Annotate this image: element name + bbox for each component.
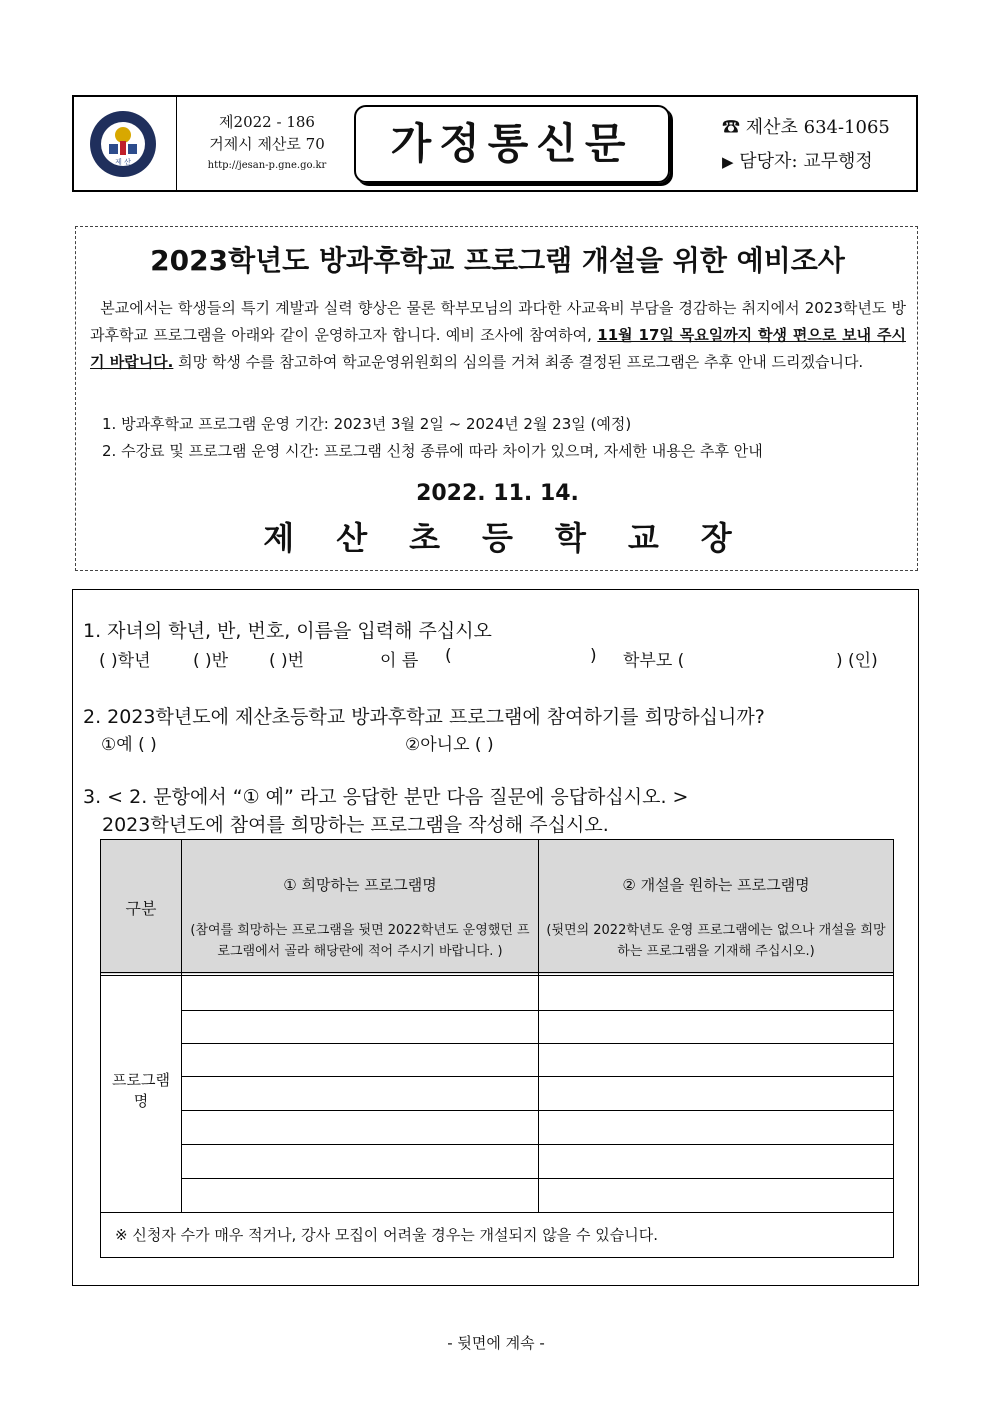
question-2: 2. 2023학년도에 제산초등학교 방과후학교 프로그램에 참여하기를 희망하십니까? <box>83 706 765 728</box>
title-box <box>354 105 670 183</box>
phone-number: 제산초 634-1065 <box>745 117 890 138</box>
phone-icon: ☎ <box>722 117 740 138</box>
notice-date: 2022. 11. 14. <box>416 481 579 506</box>
parent-field[interactable]: 학부모 ( <box>623 651 685 671</box>
notice-body <box>90 295 906 376</box>
program-table <box>100 839 894 1258</box>
notice-body-part-2: 희망 학생 수를 참고하여 학교운영위원회의 심의를 거쳐 최종 결정된 프로그램은 추후 안내 드리겠습니다. <box>173 353 864 371</box>
desired-program-cell[interactable] <box>182 977 538 1010</box>
notice-deadline: 11월 17일 목요일까지 학생 편으로 보내 주시기 바랍니다. <box>90 326 906 371</box>
row-label-program: 프로그램명 <box>112 1071 170 1110</box>
requested-program-cell[interactable] <box>539 977 893 1010</box>
col-note-requested: (뒷면의 2022학년도 운영 프로그램에는 없으나 개설을 희망하는 프로그램을 기재해 주십시오.) <box>546 923 886 959</box>
manager-name: 담당자: 교무행정 <box>739 151 873 172</box>
contact-info <box>722 111 890 179</box>
page-footer: - 뒷면에 계속 - <box>447 1334 545 1352</box>
col-header-category: 구분 <box>125 899 157 918</box>
parent-seal: ) (인) <box>836 651 878 671</box>
issue-number: 제2022 - 186 <box>219 113 315 131</box>
name-field-open[interactable]: ( <box>445 646 452 666</box>
school-address: 거제시 제산로 70 <box>209 135 325 153</box>
newsletter-header <box>72 95 918 192</box>
question-3-subtitle: 2023학년도에 참여를 희망하는 프로그램을 작성해 주십시오. <box>102 814 609 836</box>
class-field[interactable]: ( )반 <box>193 651 229 671</box>
notice-list <box>102 411 902 465</box>
table-footnote: ※ 신청자 수가 매우 적거나, 강사 모집이 어려울 경우는 개설되지 않을 수 있습니다. <box>115 1226 659 1244</box>
principal-signature: 제산초등학교장 <box>263 519 774 557</box>
number-field[interactable]: ( )번 <box>269 651 305 671</box>
logo-text: 제 산 <box>115 158 131 166</box>
survey-box <box>72 589 919 1286</box>
col-header-desired: ① 희망하는 프로그램명 <box>283 876 437 894</box>
notice-list-item: 1. 방과후학교 프로그램 운영 기간: 2023년 3월 2일 ~ 2024년 2월 23일 (예정) <box>102 415 632 433</box>
arrow-right-icon: ▶ <box>722 153 734 171</box>
logo-cell <box>74 97 177 190</box>
page-title: 가정통신문 <box>390 119 634 168</box>
question-3: 3. < 2. 문항에서 “① 예” 라고 응답한 분만 다음 질문에 응답하십시오. > <box>83 786 689 808</box>
name-label: 이 름 <box>380 651 419 671</box>
school-info <box>182 111 352 177</box>
name-field-close: ) <box>590 646 597 666</box>
notice-list-item: 2. 수강료 및 프로그램 운영 시간: 프로그램 신청 종류에 따라 차이가 있으며, 자세한 내용은 추후 안내 <box>102 442 763 460</box>
notice-box <box>75 226 918 571</box>
school-emblem-icon <box>88 109 158 179</box>
col-header-requested: ② 개설을 원하는 프로그램명 <box>622 876 810 894</box>
question-1: 1. 자녀의 학년, 반, 번호, 이름을 입력해 주십시오 <box>83 620 492 642</box>
option-yes[interactable]: ①예 ( ) <box>101 735 157 755</box>
option-no[interactable]: ②아니오 ( ) <box>405 735 494 755</box>
notice-body-part-1: 본교에서는 학생들의 특기 계발과 실력 향상은 물론 학부모님의 과다한 사교육비 부담을 경감하는 취지에서 2023학년도 방과후학교 프로그램을 아래와 같이 운영하고자 합니다. 예비 조사에 참여하여, <box>90 299 906 344</box>
grade-field[interactable]: ( )학년 <box>99 651 151 671</box>
school-url[interactable]: http://jesan-p.gne.go.kr <box>207 160 327 171</box>
phone-line <box>722 111 890 145</box>
col-note-desired: (참여를 희망하는 프로그램을 뒷면 2022학년도 운영했던 프로그램에서 골라 해당란에 적어 주시기 바랍니다. ) <box>190 923 530 959</box>
manager-line <box>722 145 890 179</box>
notice-title: 2023학년도 방과후학교 프로그램 개설을 위한 예비조사 <box>150 244 845 277</box>
